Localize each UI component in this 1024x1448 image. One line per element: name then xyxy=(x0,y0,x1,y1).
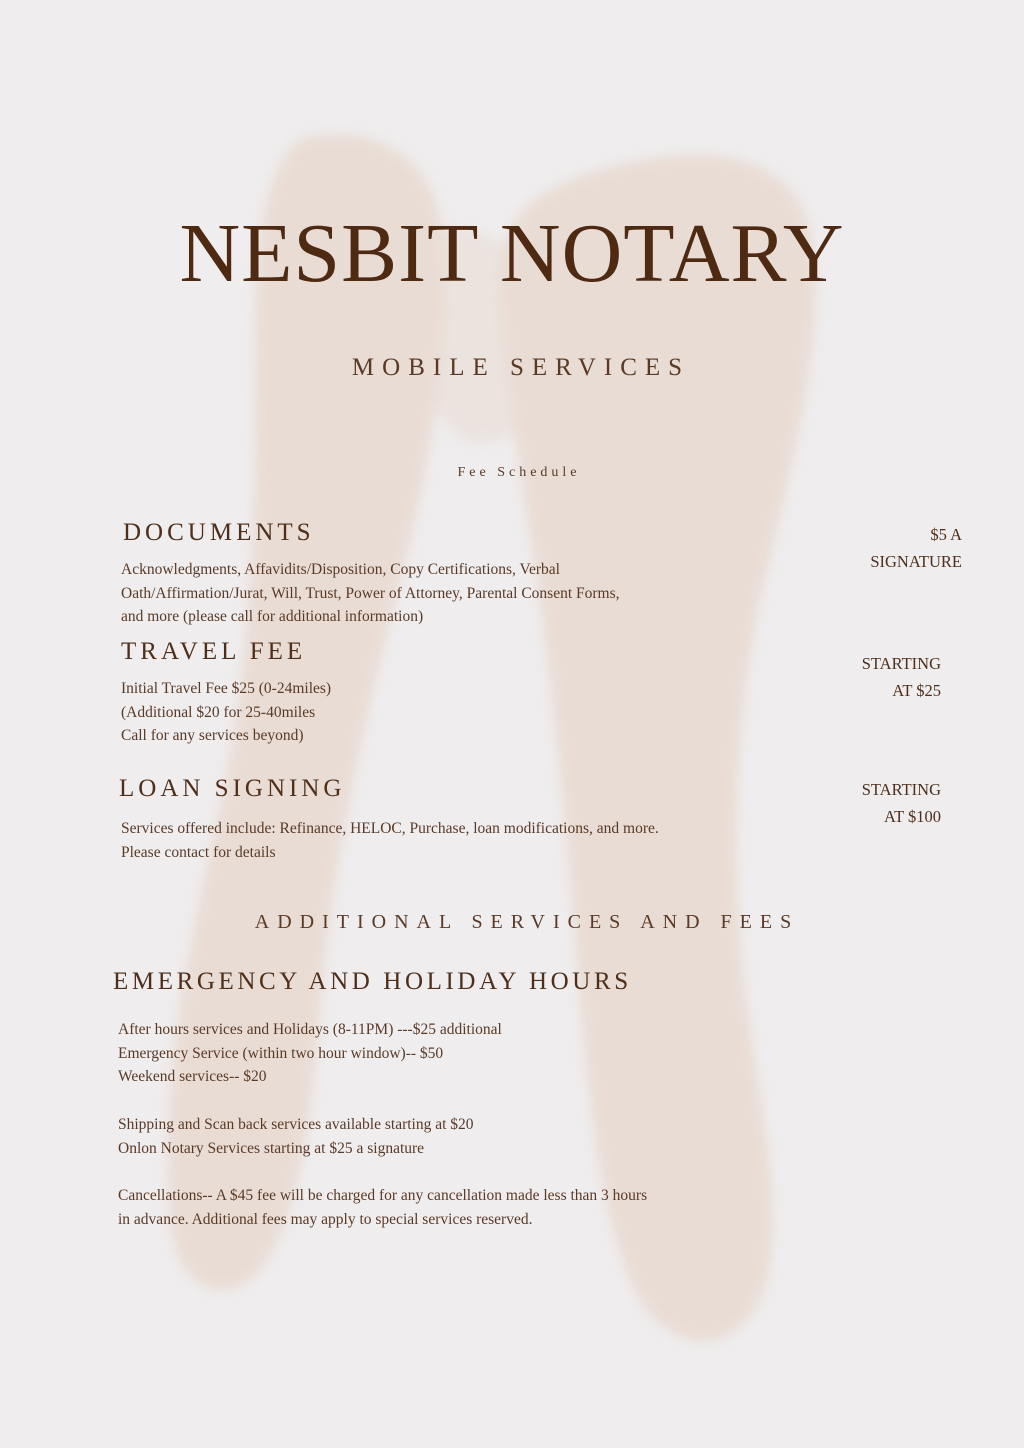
emergency-fees-list: After hours services and Holidays (8-11PM) ---$25 additional Emergency Service (within two hour window)-- $50 Weekend services-- $20 xyxy=(118,1021,502,1085)
section-description-documents: Acknowledgments, Affavidits/Disposition, Copy Certifications, Verbal Oath/Affirmation/Jurat, Will, Trust, Power of Attorney, Parental Consent Forms, and more (please call for additional information) xyxy=(121,561,620,625)
section-description-loan-signing: Services offered include: Refinance, HELOC, Purchase, loan modifications, and more. Please contact for details xyxy=(121,820,659,861)
shipping-online-list: Shipping and Scan back services available starting at $20 Onlon Notary Services starting at $25 a signature xyxy=(118,1116,474,1157)
additional-services-heading: ADDITIONAL SERVICES AND FEES xyxy=(254,911,800,933)
section-price-documents: $5 A SIGNATURE xyxy=(870,525,962,571)
cancellation-policy: Cancellations-- A $45 fee will be charged for any cancellation made less than 3 hours in advance. Additional fees may apply to special services reserved. xyxy=(118,1187,648,1228)
section-heading-documents: DOCUMENTS xyxy=(123,519,315,546)
fee-schedule-label: Fee Schedule xyxy=(457,465,581,480)
section-description-travel-fee: Initial Travel Fee $25 (0-24miles) (Additional $20 for 25-40miles Call for any services beyond) xyxy=(121,680,332,744)
emergency-holiday-heading: EMERGENCY AND HOLIDAY HOURS xyxy=(113,968,632,995)
section-heading-travel-fee: TRAVEL FEE xyxy=(121,638,307,665)
page-title: NESBIT NOTARY xyxy=(179,207,845,300)
section-heading-loan-signing: LOAN SIGNING xyxy=(119,775,346,802)
section-price-travel-fee: STARTING AT $25 xyxy=(861,654,941,700)
section-price-loan-signing: STARTING AT $100 xyxy=(861,780,941,826)
page-subtitle: MOBILE SERVICES xyxy=(351,354,691,381)
